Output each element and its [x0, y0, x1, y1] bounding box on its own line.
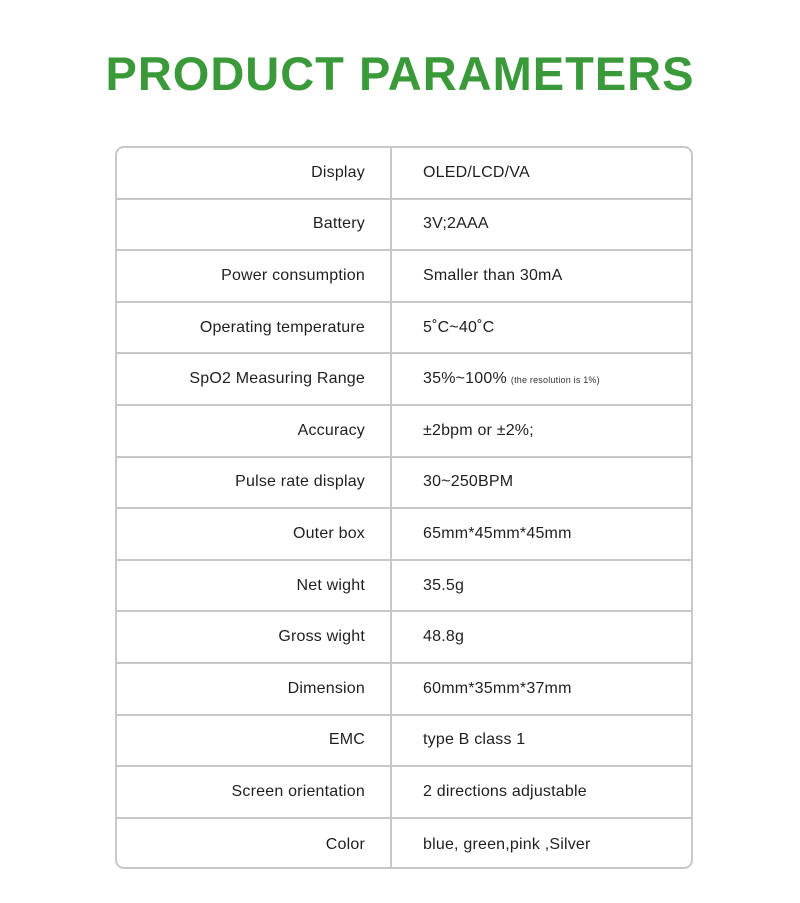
- row-label: Screen orientation: [117, 767, 392, 817]
- row-value-cell: [392, 716, 691, 766]
- table-row: [117, 303, 691, 355]
- row-label: Accuracy: [117, 406, 392, 456]
- row-value: Smaller than 30mA: [423, 266, 563, 284]
- table-row: [117, 561, 691, 613]
- parameters-table: [115, 146, 693, 869]
- row-value: blue, green,pink ,Silver: [423, 835, 591, 853]
- row-value: 5˚C~40˚C: [423, 318, 495, 336]
- table-row: [117, 251, 691, 303]
- row-value: 48.8g: [423, 628, 465, 646]
- table-row: [117, 148, 691, 200]
- row-value-cell: [392, 819, 691, 869]
- row-value: 2 directions adjustable: [423, 782, 587, 800]
- row-value: 3V;2AAA: [423, 215, 489, 233]
- table-row: [117, 664, 691, 716]
- row-value: 65mm*45mm*45mm: [423, 524, 572, 542]
- page-title: PRODUCT PARAMETERS: [105, 47, 695, 100]
- row-label: Battery: [117, 200, 392, 250]
- row-value: type B class 1: [423, 731, 526, 749]
- table-row: [117, 458, 691, 510]
- table-row: [117, 819, 691, 869]
- row-label: Power consumption: [117, 251, 392, 301]
- row-label: Color: [117, 819, 392, 869]
- table-row: [117, 200, 691, 252]
- row-label: Outer box: [117, 509, 392, 559]
- row-value-note: (the resolution is 1%): [510, 375, 600, 386]
- row-label: SpO2 Measuring Range: [117, 354, 392, 404]
- row-value-cell: [392, 664, 691, 714]
- table-row: [117, 767, 691, 819]
- row-label: Net wight: [117, 561, 392, 611]
- row-value-cell: [392, 303, 691, 353]
- table-row: [117, 716, 691, 768]
- row-value: OLED/LCD/VA: [423, 163, 530, 181]
- row-value-cell: [392, 148, 691, 198]
- row-value-cell: [392, 406, 691, 456]
- table-row: [117, 406, 691, 458]
- row-label: Gross wight: [117, 612, 392, 662]
- row-value: ±2bpm or ±2%;: [423, 421, 534, 439]
- row-label: EMC: [117, 716, 392, 766]
- row-value-cell: [392, 251, 691, 301]
- row-label: Display: [117, 148, 392, 198]
- table-row: [117, 354, 691, 406]
- row-label: Pulse rate display: [117, 458, 392, 508]
- row-value-cell: [392, 767, 691, 817]
- row-label: Dimension: [117, 664, 392, 714]
- row-value: 60mm*35mm*37mm: [423, 679, 572, 697]
- row-value: 35.5g: [423, 576, 465, 594]
- row-value-cell: [392, 354, 691, 404]
- row-value-cell: [392, 561, 691, 611]
- row-value: 35%~100%: [423, 370, 507, 388]
- row-value: 30~250BPM: [423, 473, 514, 491]
- row-label: Operating temperature: [117, 303, 392, 353]
- table-row: [117, 612, 691, 664]
- row-value-cell: [392, 458, 691, 508]
- table-row: [117, 509, 691, 561]
- row-value-cell: [392, 509, 691, 559]
- row-value-cell: [392, 612, 691, 662]
- row-value-cell: [392, 200, 691, 250]
